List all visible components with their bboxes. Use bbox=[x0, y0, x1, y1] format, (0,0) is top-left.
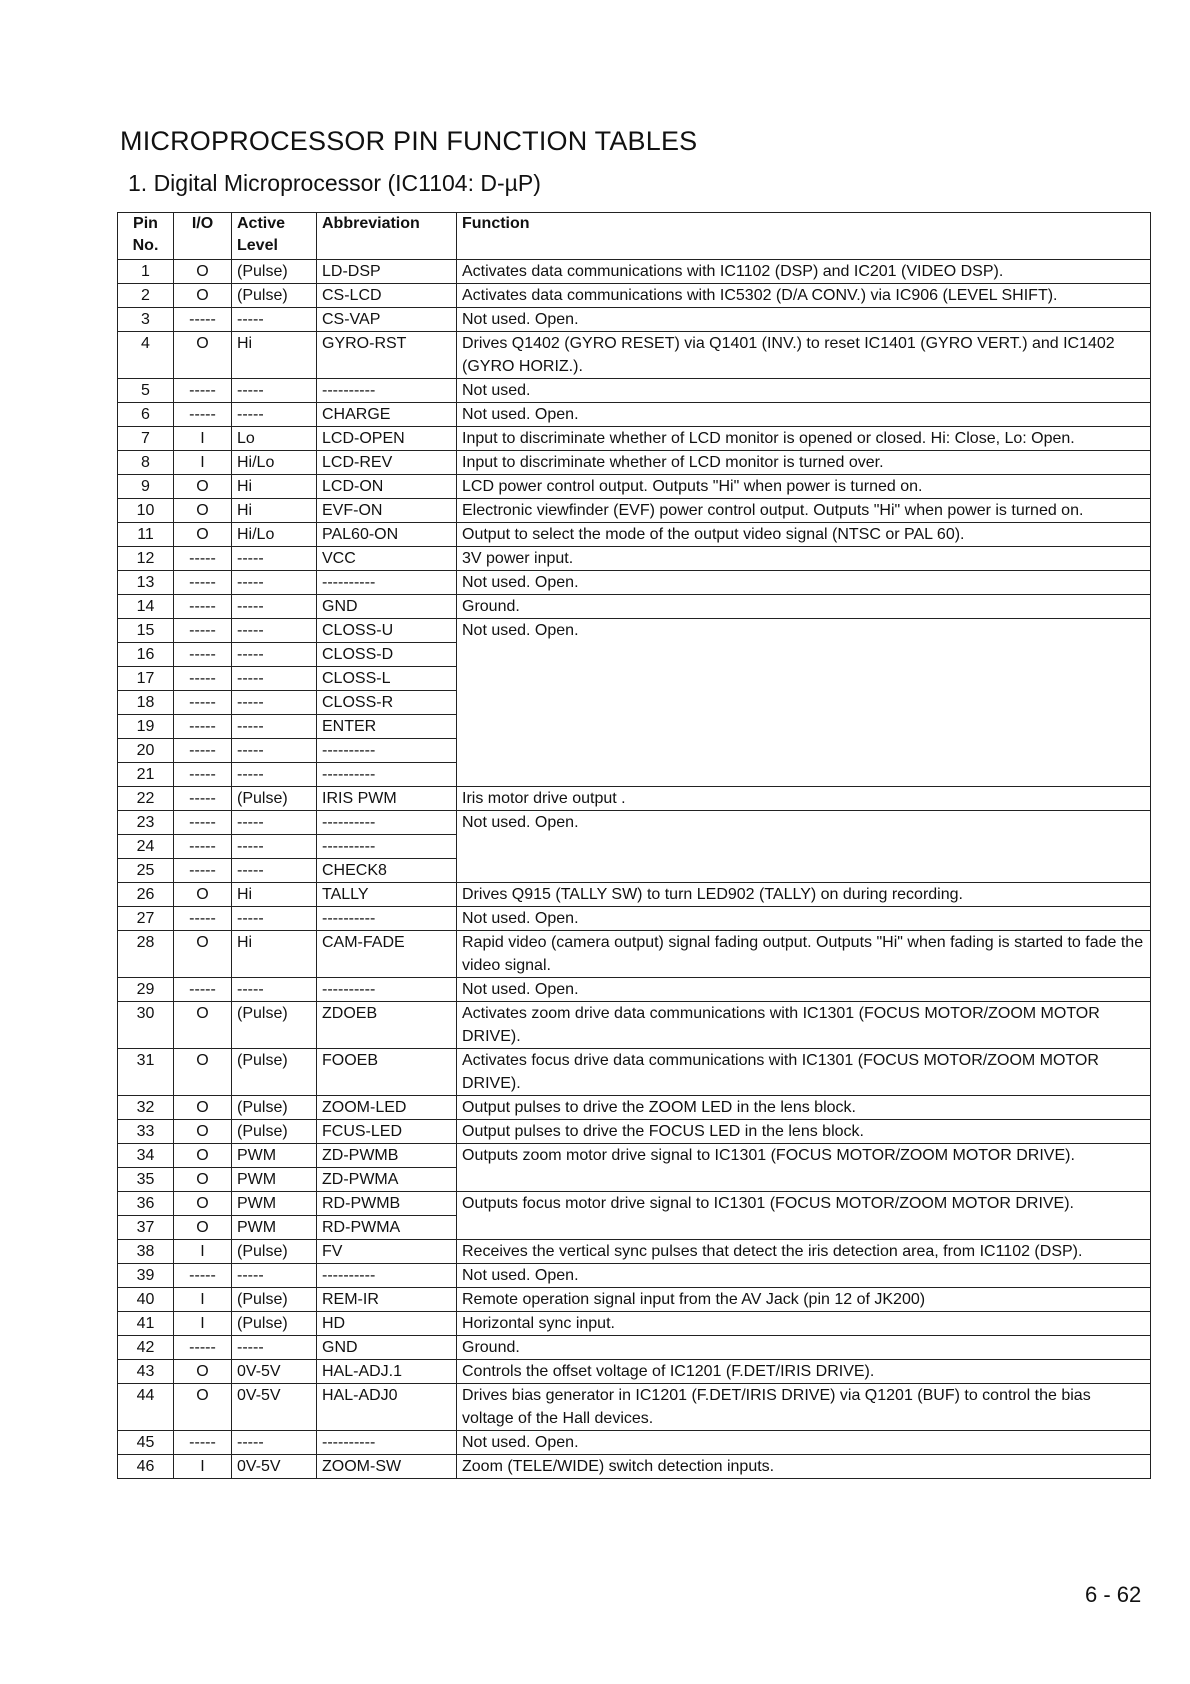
io-cell: ----- bbox=[174, 715, 232, 739]
pin-cell: 4 bbox=[118, 332, 174, 379]
pin-cell: 12 bbox=[118, 547, 174, 571]
active-level-cell: Hi/Lo bbox=[232, 451, 317, 475]
abbreviation-cell: ---------- bbox=[317, 763, 457, 787]
io-cell: ----- bbox=[174, 859, 232, 883]
abbreviation-cell: ENTER bbox=[317, 715, 457, 739]
abbreviation-cell: ZD-PWMA bbox=[317, 1168, 457, 1192]
table-row bbox=[118, 907, 1151, 931]
active-level-cell: 0V-5V bbox=[232, 1384, 317, 1431]
active-level-cell: (Pulse) bbox=[232, 1002, 317, 1049]
function-cell: Controls the offset voltage of IC1201 (F.DET/IRIS DRIVE). bbox=[457, 1360, 1151, 1384]
function-cell: Receives the vertical sync pulses that detect the iris detection area, from IC1102 (DSP). bbox=[457, 1240, 1151, 1264]
abbreviation-cell: LCD-REV bbox=[317, 451, 457, 475]
function-cell: Ground. bbox=[457, 595, 1151, 619]
abbreviation-cell: ---------- bbox=[317, 1431, 457, 1455]
abbreviation-cell: ---------- bbox=[317, 379, 457, 403]
pin-cell: 28 bbox=[118, 931, 174, 978]
pin-cell: 20 bbox=[118, 739, 174, 763]
io-cell: ----- bbox=[174, 1336, 232, 1360]
function-cell: Zoom (TELE/WIDE) switch detection inputs. bbox=[457, 1455, 1151, 1479]
abbreviation-cell: CHECK8 bbox=[317, 859, 457, 883]
table-row bbox=[118, 1192, 1151, 1216]
active-level-cell: ----- bbox=[232, 691, 317, 715]
io-cell: ----- bbox=[174, 403, 232, 427]
function-cell: Output to select the mode of the output video signal (NTSC or PAL 60). bbox=[457, 523, 1151, 547]
active-level-cell: ----- bbox=[232, 308, 317, 332]
abbreviation-cell: CLOSS-U bbox=[317, 619, 457, 643]
abbreviation-cell: CHARGE bbox=[317, 403, 457, 427]
pin-cell: 30 bbox=[118, 1002, 174, 1049]
io-cell: ----- bbox=[174, 1264, 232, 1288]
pin-cell: 19 bbox=[118, 715, 174, 739]
active-level-cell: ----- bbox=[232, 1264, 317, 1288]
function-cell: Not used. Open. bbox=[457, 1431, 1151, 1455]
pin-cell: 27 bbox=[118, 907, 174, 931]
pin-cell: 45 bbox=[118, 1431, 174, 1455]
header-io: I/O bbox=[174, 213, 232, 260]
table-row bbox=[118, 547, 1151, 571]
abbreviation-cell: HAL-ADJ0 bbox=[317, 1384, 457, 1431]
function-cell: Not used. Open. bbox=[457, 308, 1151, 332]
table-row bbox=[118, 1336, 1151, 1360]
io-cell: ----- bbox=[174, 619, 232, 643]
pin-cell: 31 bbox=[118, 1049, 174, 1096]
table-row bbox=[118, 308, 1151, 332]
table-row bbox=[118, 379, 1151, 403]
abbreviation-cell: FV bbox=[317, 1240, 457, 1264]
abbreviation-cell: ---------- bbox=[317, 835, 457, 859]
active-level-cell: ----- bbox=[232, 811, 317, 835]
io-cell: O bbox=[174, 1120, 232, 1144]
active-level-cell: (Pulse) bbox=[232, 260, 317, 284]
function-cell: Not used. Open. bbox=[457, 403, 1151, 427]
abbreviation-cell: ---------- bbox=[317, 811, 457, 835]
abbreviation-cell: LCD-OPEN bbox=[317, 427, 457, 451]
pin-cell: 13 bbox=[118, 571, 174, 595]
io-cell: ----- bbox=[174, 763, 232, 787]
table-row bbox=[118, 1312, 1151, 1336]
io-cell: ----- bbox=[174, 667, 232, 691]
io-cell: I bbox=[174, 1240, 232, 1264]
io-cell: O bbox=[174, 1144, 232, 1168]
pin-cell: 29 bbox=[118, 978, 174, 1002]
io-cell: ----- bbox=[174, 379, 232, 403]
io-cell: ----- bbox=[174, 1431, 232, 1455]
active-level-cell: ----- bbox=[232, 595, 317, 619]
io-cell: O bbox=[174, 1096, 232, 1120]
active-level-cell: Hi bbox=[232, 475, 317, 499]
abbreviation-cell: FOOEB bbox=[317, 1049, 457, 1096]
abbreviation-cell: PAL60-ON bbox=[317, 523, 457, 547]
table-row bbox=[118, 1240, 1151, 1264]
io-cell: O bbox=[174, 1168, 232, 1192]
function-cell: Remote operation signal input from the AV Jack (pin 12 of JK200) bbox=[457, 1288, 1151, 1312]
abbreviation-cell: GND bbox=[317, 595, 457, 619]
function-cell: Not used. Open. bbox=[457, 1264, 1151, 1288]
function-cell: Not used. Open. bbox=[457, 619, 1151, 787]
pin-cell: 37 bbox=[118, 1216, 174, 1240]
abbreviation-cell: CLOSS-D bbox=[317, 643, 457, 667]
function-cell: Not used. Open. bbox=[457, 907, 1151, 931]
function-cell: Activates zoom drive data communications with IC1301 (FOCUS MOTOR/ZOOM MOTOR DRIVE). bbox=[457, 1002, 1151, 1049]
io-cell: ----- bbox=[174, 787, 232, 811]
abbreviation-cell: ZOOM-LED bbox=[317, 1096, 457, 1120]
table-row bbox=[118, 403, 1151, 427]
pin-cell: 34 bbox=[118, 1144, 174, 1168]
active-level-cell: ----- bbox=[232, 715, 317, 739]
pin-cell: 9 bbox=[118, 475, 174, 499]
io-cell: O bbox=[174, 1049, 232, 1096]
pin-function-table bbox=[117, 212, 1151, 1479]
section-subtitle: 1. Digital Microprocessor (IC1104: D-µP) bbox=[128, 170, 541, 196]
function-cell: Outputs zoom motor drive signal to IC1301 (FOCUS MOTOR/ZOOM MOTOR DRIVE). bbox=[457, 1144, 1151, 1192]
function-cell: Drives bias generator in IC1201 (F.DET/IRIS DRIVE) via Q1201 (BUF) to control the bias voltage of the Hall devices. bbox=[457, 1384, 1151, 1431]
active-level-cell: ----- bbox=[232, 859, 317, 883]
active-level-cell: ----- bbox=[232, 739, 317, 763]
pin-cell: 11 bbox=[118, 523, 174, 547]
pin-cell: 22 bbox=[118, 787, 174, 811]
active-level-cell: Hi bbox=[232, 332, 317, 379]
io-cell: O bbox=[174, 1002, 232, 1049]
function-cell: Activates focus drive data communications with IC1301 (FOCUS MOTOR/ZOOM MOTOR DRIVE). bbox=[457, 1049, 1151, 1096]
active-level-cell: PWM bbox=[232, 1216, 317, 1240]
active-level-cell: Hi bbox=[232, 883, 317, 907]
abbreviation-cell: ---------- bbox=[317, 907, 457, 931]
table-row bbox=[118, 811, 1151, 835]
function-cell: LCD power control output. Outputs "Hi" when power is turned on. bbox=[457, 475, 1151, 499]
page-number: 6 - 62 bbox=[1085, 1582, 1142, 1607]
active-level-cell: ----- bbox=[232, 978, 317, 1002]
io-cell: I bbox=[174, 1455, 232, 1479]
table-row bbox=[118, 523, 1151, 547]
pin-cell: 3 bbox=[118, 308, 174, 332]
active-level-cell: (Pulse) bbox=[232, 1288, 317, 1312]
pin-cell: 21 bbox=[118, 763, 174, 787]
pin-cell: 1 bbox=[118, 260, 174, 284]
table-row bbox=[118, 1431, 1151, 1455]
pin-cell: 16 bbox=[118, 643, 174, 667]
table-row bbox=[118, 1288, 1151, 1312]
table-row bbox=[118, 1264, 1151, 1288]
active-level-cell: Lo bbox=[232, 427, 317, 451]
table-row bbox=[118, 427, 1151, 451]
abbreviation-cell: ---------- bbox=[317, 978, 457, 1002]
table-row bbox=[118, 1002, 1151, 1049]
abbreviation-cell: CS-VAP bbox=[317, 308, 457, 332]
active-level-cell: ----- bbox=[232, 403, 317, 427]
active-level-cell: Hi bbox=[232, 931, 317, 978]
table-row bbox=[118, 1360, 1151, 1384]
io-cell: O bbox=[174, 1216, 232, 1240]
io-cell: O bbox=[174, 260, 232, 284]
function-cell: Not used. Open. bbox=[457, 978, 1151, 1002]
abbreviation-cell: ZDOEB bbox=[317, 1002, 457, 1049]
header-function: Function bbox=[457, 213, 1151, 260]
active-level-cell: (Pulse) bbox=[232, 1312, 317, 1336]
table-body bbox=[118, 260, 1151, 1479]
pin-cell: 25 bbox=[118, 859, 174, 883]
abbreviation-cell: ZOOM-SW bbox=[317, 1455, 457, 1479]
active-level-cell: Hi bbox=[232, 499, 317, 523]
pin-cell: 14 bbox=[118, 595, 174, 619]
abbreviation-cell: GYRO-RST bbox=[317, 332, 457, 379]
io-cell: ----- bbox=[174, 595, 232, 619]
function-cell: Input to discriminate whether of LCD monitor is opened or closed. Hi: Close, Lo: Open. bbox=[457, 427, 1151, 451]
table-row bbox=[118, 1096, 1151, 1120]
abbreviation-cell: ZD-PWMB bbox=[317, 1144, 457, 1168]
pin-cell: 33 bbox=[118, 1120, 174, 1144]
function-cell: Output pulses to drive the FOCUS LED in the lens block. bbox=[457, 1120, 1151, 1144]
table-row bbox=[118, 595, 1151, 619]
table-row bbox=[118, 284, 1151, 308]
abbreviation-cell: CAM-FADE bbox=[317, 931, 457, 978]
table-row bbox=[118, 978, 1151, 1002]
header-abbreviation: Abbreviation bbox=[317, 213, 457, 260]
active-level-cell: ----- bbox=[232, 907, 317, 931]
io-cell: I bbox=[174, 451, 232, 475]
active-level-cell: ----- bbox=[232, 1431, 317, 1455]
pin-cell: 36 bbox=[118, 1192, 174, 1216]
io-cell: ----- bbox=[174, 643, 232, 667]
pin-cell: 26 bbox=[118, 883, 174, 907]
io-cell: ----- bbox=[174, 547, 232, 571]
function-cell: Ground. bbox=[457, 1336, 1151, 1360]
io-cell: ----- bbox=[174, 739, 232, 763]
abbreviation-cell: ---------- bbox=[317, 1264, 457, 1288]
pin-cell: 35 bbox=[118, 1168, 174, 1192]
pin-cell: 42 bbox=[118, 1336, 174, 1360]
io-cell: ----- bbox=[174, 835, 232, 859]
pin-cell: 7 bbox=[118, 427, 174, 451]
active-level-cell: (Pulse) bbox=[232, 1240, 317, 1264]
abbreviation-cell: HD bbox=[317, 1312, 457, 1336]
io-cell: O bbox=[174, 883, 232, 907]
table-row bbox=[118, 931, 1151, 978]
function-cell: Not used. Open. bbox=[457, 571, 1151, 595]
table-row bbox=[118, 1144, 1151, 1168]
pin-cell: 32 bbox=[118, 1096, 174, 1120]
io-cell: ----- bbox=[174, 811, 232, 835]
table-row bbox=[118, 475, 1151, 499]
active-level-cell: Hi/Lo bbox=[232, 523, 317, 547]
active-level-cell: ----- bbox=[232, 835, 317, 859]
function-cell: Drives Q1402 (GYRO RESET) via Q1401 (INV.) to reset IC1401 (GYRO VERT.) and IC1402 (GYRO HORIZ.). bbox=[457, 332, 1151, 379]
table-row bbox=[118, 499, 1151, 523]
pin-cell: 18 bbox=[118, 691, 174, 715]
io-cell: O bbox=[174, 931, 232, 978]
active-level-cell: ----- bbox=[232, 571, 317, 595]
active-level-cell: PWM bbox=[232, 1168, 317, 1192]
function-cell: Rapid video (camera output) signal fading output. Outputs "Hi" when fading is started to fade the video signal. bbox=[457, 931, 1151, 978]
io-cell: ----- bbox=[174, 907, 232, 931]
header-active-level: Active Level bbox=[232, 213, 317, 260]
function-cell: Not used. Open. bbox=[457, 811, 1151, 883]
abbreviation-cell: VCC bbox=[317, 547, 457, 571]
header-pin: Pin No. bbox=[118, 213, 174, 260]
table-row bbox=[118, 451, 1151, 475]
table-row bbox=[118, 619, 1151, 643]
active-level-cell: ----- bbox=[232, 763, 317, 787]
abbreviation-cell: CLOSS-L bbox=[317, 667, 457, 691]
pin-cell: 23 bbox=[118, 811, 174, 835]
io-cell: I bbox=[174, 1312, 232, 1336]
io-cell: ----- bbox=[174, 571, 232, 595]
pin-cell: 6 bbox=[118, 403, 174, 427]
abbreviation-cell: GND bbox=[317, 1336, 457, 1360]
pin-cell: 17 bbox=[118, 667, 174, 691]
pin-cell: 5 bbox=[118, 379, 174, 403]
active-level-cell: (Pulse) bbox=[232, 1096, 317, 1120]
page-title: MICROPROCESSOR PIN FUNCTION TABLES bbox=[120, 126, 698, 156]
abbreviation-cell: CLOSS-R bbox=[317, 691, 457, 715]
abbreviation-cell: EVF-ON bbox=[317, 499, 457, 523]
active-level-cell: ----- bbox=[232, 547, 317, 571]
active-level-cell: ----- bbox=[232, 667, 317, 691]
table-row bbox=[118, 260, 1151, 284]
abbreviation-cell: CS-LCD bbox=[317, 284, 457, 308]
pin-cell: 24 bbox=[118, 835, 174, 859]
io-cell: O bbox=[174, 1360, 232, 1384]
io-cell: I bbox=[174, 1288, 232, 1312]
active-level-cell: PWM bbox=[232, 1192, 317, 1216]
table-row bbox=[118, 571, 1151, 595]
table-row bbox=[118, 1455, 1151, 1479]
pin-cell: 8 bbox=[118, 451, 174, 475]
table-row bbox=[118, 1120, 1151, 1144]
io-cell: O bbox=[174, 1192, 232, 1216]
io-cell: O bbox=[174, 523, 232, 547]
pin-cell: 2 bbox=[118, 284, 174, 308]
active-level-cell: ----- bbox=[232, 619, 317, 643]
pin-cell: 46 bbox=[118, 1455, 174, 1479]
function-cell: Output pulses to drive the ZOOM LED in the lens block. bbox=[457, 1096, 1151, 1120]
active-level-cell: (Pulse) bbox=[232, 284, 317, 308]
io-cell: ----- bbox=[174, 308, 232, 332]
abbreviation-cell: ---------- bbox=[317, 739, 457, 763]
table-row bbox=[118, 883, 1151, 907]
io-cell: O bbox=[174, 1384, 232, 1431]
abbreviation-cell: RD-PWMA bbox=[317, 1216, 457, 1240]
io-cell: O bbox=[174, 475, 232, 499]
abbreviation-cell: ---------- bbox=[317, 571, 457, 595]
pin-cell: 40 bbox=[118, 1288, 174, 1312]
active-level-cell: 0V-5V bbox=[232, 1455, 317, 1479]
function-cell: 3V power input. bbox=[457, 547, 1151, 571]
pin-cell: 39 bbox=[118, 1264, 174, 1288]
function-cell: Activates data communications with IC1102 (DSP) and IC201 (VIDEO DSP). bbox=[457, 260, 1151, 284]
io-cell: O bbox=[174, 499, 232, 523]
active-level-cell: (Pulse) bbox=[232, 1120, 317, 1144]
io-cell: ----- bbox=[174, 978, 232, 1002]
active-level-cell: ----- bbox=[232, 1336, 317, 1360]
io-cell: I bbox=[174, 427, 232, 451]
function-cell: Horizontal sync input. bbox=[457, 1312, 1151, 1336]
io-cell: O bbox=[174, 332, 232, 379]
abbreviation-cell: LCD-ON bbox=[317, 475, 457, 499]
pin-cell: 44 bbox=[118, 1384, 174, 1431]
function-cell: Iris motor drive output . bbox=[457, 787, 1151, 811]
table-row bbox=[118, 787, 1151, 811]
table-row bbox=[118, 1049, 1151, 1096]
table-row bbox=[118, 332, 1151, 379]
function-cell: Electronic viewfinder (EVF) power control output. Outputs "Hi" when power is turned on. bbox=[457, 499, 1151, 523]
function-cell: Drives Q915 (TALLY SW) to turn LED902 (TALLY) on during recording. bbox=[457, 883, 1151, 907]
abbreviation-cell: TALLY bbox=[317, 883, 457, 907]
abbreviation-cell: RD-PWMB bbox=[317, 1192, 457, 1216]
active-level-cell: 0V-5V bbox=[232, 1360, 317, 1384]
io-cell: ----- bbox=[174, 691, 232, 715]
function-cell: Not used. bbox=[457, 379, 1151, 403]
io-cell: O bbox=[174, 284, 232, 308]
function-cell: Outputs focus motor drive signal to IC1301 (FOCUS MOTOR/ZOOM MOTOR DRIVE). bbox=[457, 1192, 1151, 1240]
pin-cell: 41 bbox=[118, 1312, 174, 1336]
pin-cell: 15 bbox=[118, 619, 174, 643]
active-level-cell: PWM bbox=[232, 1144, 317, 1168]
table-header-row bbox=[118, 213, 1151, 260]
table-row bbox=[118, 1384, 1151, 1431]
abbreviation-cell: LD-DSP bbox=[317, 260, 457, 284]
pin-cell: 38 bbox=[118, 1240, 174, 1264]
pin-cell: 10 bbox=[118, 499, 174, 523]
abbreviation-cell: IRIS PWM bbox=[317, 787, 457, 811]
active-level-cell: (Pulse) bbox=[232, 787, 317, 811]
active-level-cell: (Pulse) bbox=[232, 1049, 317, 1096]
abbreviation-cell: HAL-ADJ.1 bbox=[317, 1360, 457, 1384]
active-level-cell: ----- bbox=[232, 643, 317, 667]
active-level-cell: ----- bbox=[232, 379, 317, 403]
function-cell: Activates data communications with IC5302 (D/A CONV.) via IC906 (LEVEL SHIFT). bbox=[457, 284, 1151, 308]
function-cell: Input to discriminate whether of LCD monitor is turned over. bbox=[457, 451, 1151, 475]
pin-cell: 43 bbox=[118, 1360, 174, 1384]
abbreviation-cell: REM-IR bbox=[317, 1288, 457, 1312]
abbreviation-cell: FCUS-LED bbox=[317, 1120, 457, 1144]
